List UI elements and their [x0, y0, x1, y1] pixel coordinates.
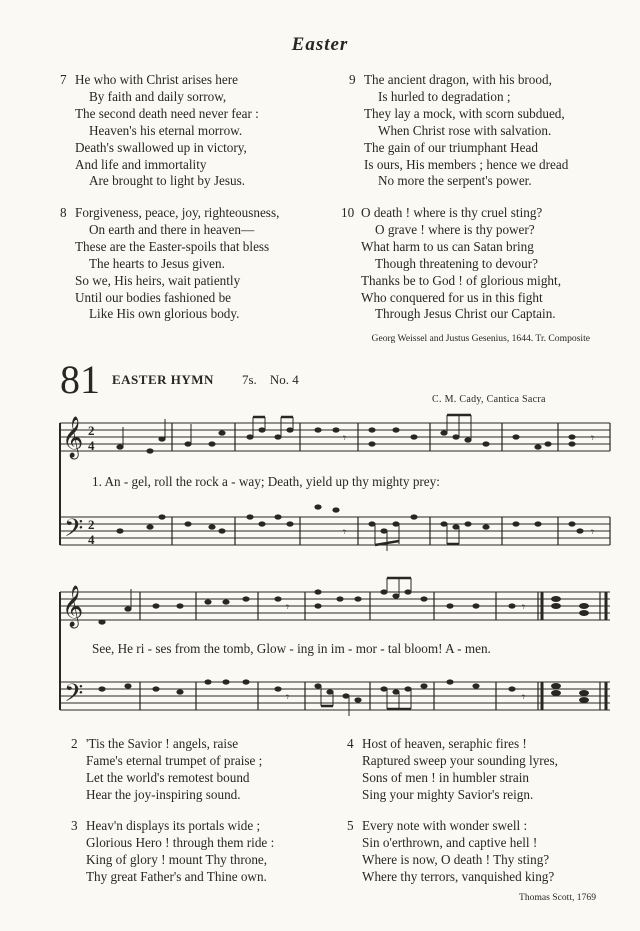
stanza-number: 2: [71, 736, 78, 751]
verse-line: 'Tis the Savior ! angels, raise: [86, 736, 239, 751]
svg-text:𝄾: 𝄾: [286, 690, 290, 704]
svg-text:𝄾: 𝄾: [591, 431, 595, 445]
hymn-lyrics-line-1: 1. An - gel, roll the rock a - way; Death, yield up thy mighty prey:: [92, 474, 440, 489]
verse-line: Heaven's his eternal morrow.: [89, 122, 243, 138]
stanza-number: 4: [347, 736, 354, 751]
verse-line: On earth and there in heaven—: [89, 221, 255, 237]
treble-stems: [123, 415, 471, 447]
verse-line: Every note with wonder swell :: [362, 818, 528, 833]
stanza-number: 3: [71, 818, 78, 833]
verse-line: And life and immortality: [75, 156, 207, 172]
svg-text:𝄾: 𝄾: [522, 690, 526, 704]
treble-beams: [253, 415, 471, 417]
svg-text:𝄾: 𝄾: [522, 600, 526, 614]
verse-line: The gain of our triumphant Head: [364, 139, 538, 155]
stanza-number: 8: [60, 205, 67, 220]
bass-staff: [60, 517, 610, 545]
verse-line: Death's swallowed up in victory,: [75, 139, 247, 155]
stanza-2: [71, 736, 263, 804]
verse-line: Hear the joy-inspiring sound.: [86, 786, 241, 802]
bass-clef: 𝄢: [64, 679, 84, 714]
verse-line: They lay a mock, with scorn subdued,: [364, 105, 565, 121]
svg-text:𝄾: 𝄾: [343, 525, 347, 539]
meter-label: 7s.: [242, 372, 257, 387]
verse-line: Though threatening to devour?: [375, 255, 538, 271]
treble-staff: [60, 592, 610, 620]
verse-line: Until our bodies fashioned be: [75, 289, 232, 305]
hymn-meter: [242, 372, 299, 388]
verse-line: When Christ rose with salvation.: [378, 122, 552, 138]
verse-line: Thy great Father's and Thine own.: [86, 868, 267, 884]
verse-line: Glorious Hero ! through them ride :: [86, 834, 275, 850]
treble-clef: 𝄞: [62, 586, 84, 627]
hymn-lyrics-line-2: See, He ri - ses from the tomb, Glow - ing in im - mor - tal bloom! A - men.: [92, 641, 491, 656]
stanza-4: [347, 736, 558, 804]
svg-text:𝄾: 𝄾: [343, 431, 347, 445]
svg-text:𝄾: 𝄾: [286, 600, 290, 614]
verse-line: Who conquered for us in this fight: [361, 289, 543, 305]
hymn-number: 81: [60, 357, 100, 402]
treble-stems: [131, 578, 411, 609]
verse-line: Sons of men ! in humbler strain: [362, 769, 530, 785]
hymn-title: EASTER HYMN: [112, 372, 214, 387]
bass-notes: [116, 504, 583, 533]
verse-line: No more the serpent's power.: [378, 173, 532, 189]
stanza-8: [60, 205, 280, 323]
verse-line: He who with Christ arises here: [75, 72, 238, 87]
verse-line: Fame's eternal trumpet of praise ;: [86, 752, 263, 768]
verse-line: Thanks be to God ! of glorious might,: [361, 272, 561, 288]
verse-line: Is hurled to degradation ;: [378, 88, 511, 104]
stanza-number: 7: [60, 72, 67, 87]
svg-text:2: 2: [88, 423, 95, 438]
verse-line: So we, His heirs, wait patiently: [75, 272, 241, 288]
verse-line: O grave ! where is thy power?: [375, 221, 535, 237]
tune-number: No. 4: [269, 372, 299, 387]
verse-line: Raptured sweep your sounding lyres,: [362, 752, 558, 768]
bass-beams: [375, 541, 459, 545]
verse-line: Through Jesus Christ our Captain.: [375, 306, 556, 322]
verse-line: Like His own glorious body.: [89, 306, 240, 322]
stanza-5: [347, 818, 555, 886]
stanza-7: [60, 72, 259, 190]
stanza-10: [341, 205, 561, 323]
verse-line: Where is now, O death ! Thy sting?: [362, 851, 550, 867]
verse-line: These are the Easter-spoils that bless: [75, 238, 270, 254]
verse-line: Where thy terrors, vanquished king?: [362, 868, 555, 884]
section-title: Easter: [291, 34, 349, 55]
verse-line: Forgiveness, peace, joy, righteousness,: [75, 205, 280, 220]
verse-line: Host of heaven, seraphic fires !: [362, 736, 527, 751]
verse-line: What harm to us can Satan bring: [361, 238, 534, 254]
composer-credit: C. M. Cady, Cantica Sacra: [432, 394, 546, 405]
stanza-9: [349, 72, 569, 190]
stanza-number: 9: [349, 72, 356, 87]
verse-line: Let the world's remotest bound: [86, 769, 250, 785]
bass-clef: 𝄢: [64, 514, 84, 549]
stanza-number: 10: [341, 205, 355, 220]
verse-line: By faith and daily sorrow,: [89, 88, 227, 104]
verse-line: Heav'n displays its portals wide ;: [86, 818, 261, 833]
treble-staff: [60, 423, 610, 451]
svg-text:𝄾: 𝄾: [591, 525, 595, 539]
verse-line: King of glory ! mount Thy throne,: [86, 851, 268, 867]
verse-line: Sing your mighty Savior's reign.: [362, 786, 534, 802]
bass-beams: [321, 706, 411, 709]
verse-line: The ancient dragon, with his brood,: [364, 72, 552, 87]
verse-line: O death ! where is thy cruel sting?: [361, 205, 543, 220]
svg-text:4: 4: [88, 532, 95, 547]
svg-text:2: 2: [88, 517, 95, 532]
author-credit: Georg Weissel and Justus Gesenius, 1644. Tr. Composite: [371, 333, 590, 344]
verse-line: Are brought to light by Jesus.: [89, 173, 246, 189]
stanza-3: [71, 818, 275, 886]
author-credit-bottom: Thomas Scott, 1769: [518, 892, 596, 903]
bass-notes: [98, 679, 589, 703]
svg-text:4: 4: [88, 438, 95, 453]
treble-notes: [98, 589, 589, 624]
verse-line: Is ours, His members ; hence we dread: [364, 156, 569, 172]
verse-line: The second death need never fear :: [75, 105, 259, 121]
verse-line: The hearts to Jesus given.: [89, 255, 225, 271]
bass-staff: [60, 682, 610, 710]
treble-clef: 𝄞: [62, 417, 84, 458]
verse-line: Sin o'erthrown, and captive hell !: [362, 834, 538, 850]
stanza-number: 5: [347, 818, 354, 833]
